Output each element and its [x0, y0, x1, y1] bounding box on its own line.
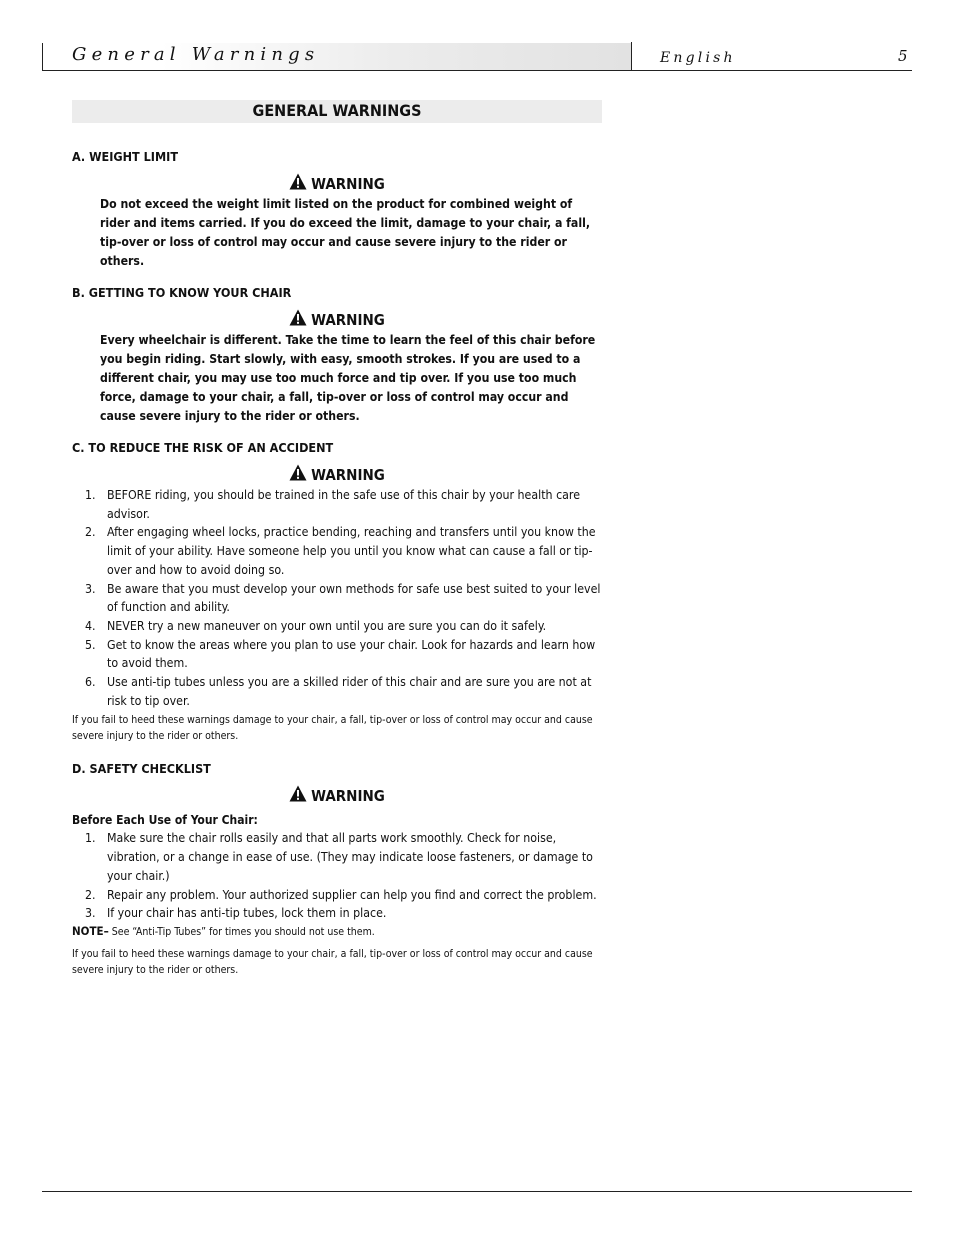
section-getting-to-know [72, 285, 602, 426]
list-item [72, 829, 602, 885]
section-heading: B. GETTING TO KNOW YOUR CHAIR [72, 285, 292, 300]
section-banner: GENERAL WARNINGS [72, 100, 602, 123]
header-rule [42, 70, 912, 71]
item-number: 2. [85, 525, 96, 540]
warning-heading [72, 785, 602, 807]
warning-triangle-icon [289, 309, 307, 326]
warning-label: WARNING [311, 787, 385, 806]
warning-label: WARNING [311, 311, 385, 329]
warning-triangle-icon [289, 785, 307, 802]
numbered-list [72, 829, 602, 923]
list-item [72, 636, 602, 673]
numbered-list [72, 486, 602, 710]
item-number: 3. [85, 581, 96, 596]
item-number: 5. [85, 637, 96, 652]
list-item [72, 886, 602, 905]
page-number: 5 [898, 47, 908, 65]
consequence-note: If you fail to heed these warnings damage to your chair, a fall, tip-over or loss of control may occur and cause severe injury to the rider or others. [72, 714, 593, 743]
note [72, 923, 602, 941]
item-number: 1. [85, 488, 96, 502]
header-divider [631, 42, 632, 71]
list-item [72, 580, 602, 617]
item-text: If your chair has anti-tip tubes, lock them in place. [107, 906, 387, 921]
list-item [72, 523, 602, 579]
section-reduce-risk [72, 440, 602, 744]
warning-label: WARNING [311, 175, 385, 193]
warning-triangle-icon [289, 173, 307, 190]
footer-rule [42, 1191, 912, 1192]
item-number: 4. [85, 618, 96, 633]
list-item [72, 673, 602, 710]
item-number: 1. [85, 831, 96, 846]
item-number: 2. [85, 887, 96, 902]
section-heading: D. SAFETY CHECKLIST [72, 761, 211, 777]
list-item [72, 486, 602, 523]
item-text: Be aware that you must develop your own methods for safe use best suited to your level of function and ability. [107, 581, 601, 615]
warning-heading [72, 173, 602, 195]
item-text: Use anti-tip tubes unless you are a skilled rider of this chair and are sure you are not at risk to tip over. [107, 675, 592, 708]
language-label: English [660, 50, 736, 66]
list-item [72, 904, 602, 923]
warning-heading [72, 309, 602, 331]
warning-label: WARNING [311, 466, 385, 484]
consequence-note: If you fail to heed these warnings damage to your chair, a fall, tip-over or loss of control may occur and cause severe injury to the rider or others. [72, 947, 593, 976]
section-heading: C. TO REDUCE THE RISK OF AN ACCIDENT [72, 440, 334, 455]
warning-triangle-icon [289, 464, 307, 481]
warning-heading [72, 464, 602, 486]
item-text: BEFORE riding, you should be trained in the safe use of this chair by your health care advisor. [107, 488, 581, 521]
note-text: See “Anti-Tip Tubes” for times you should not use them. [108, 925, 375, 938]
warning-body: Every wheelchair is different. Take the time to learn the feel of this chair before you begin riding. Start slowly, with easy, smooth strokes. If you are used to a different chair, you may use too much force and tip over. If you use too much force, damage to your chair, a fall, tip-over or loss of control may occur and cause severe injury to the rider or others. [100, 333, 596, 423]
item-number: 3. [85, 906, 96, 921]
item-text: Repair any problem. Your authorized supplier can help you find and correct the problem. [107, 887, 597, 902]
page-title: General Warnings [72, 44, 320, 65]
item-number: 6. [85, 675, 96, 690]
list-item [72, 617, 602, 636]
checklist-subheading: Before Each Use of Your Chair: [72, 813, 258, 828]
warning-body: Do not exceed the weight limit listed on the product for combined weight of rider and items carried. If you do exceed the limit, damage to your chair, a fall, tip-over or loss of control may occur and cause severe injury to the rider or others. [100, 197, 590, 268]
item-text: After engaging wheel locks, practice bending, reaching and transfers until you know the limit of your ability. Have someone help you until you know what can cause a fall or tip-over and how to avoid doing so. [107, 525, 596, 577]
section-safety-checklist [72, 761, 602, 978]
item-text: Get to know the areas where you plan to use your chair. Look for hazards and learn how to avoid them. [107, 637, 596, 671]
item-text: Make sure the chair rolls easily and that all parts work smoothly. Check for noise, vibration, or a change in ease of use. (They may indicate loose fasteners, or damage to your chair.) [107, 831, 593, 883]
section-weight-limit [72, 149, 602, 271]
note-label: NOTE– [72, 923, 109, 938]
header-left-rule [42, 43, 43, 71]
section-heading: A. WEIGHT LIMIT [72, 149, 179, 164]
item-text: NEVER try a new maneuver on your own until you are sure you can do it safely. [107, 618, 547, 633]
main-content [72, 100, 602, 995]
